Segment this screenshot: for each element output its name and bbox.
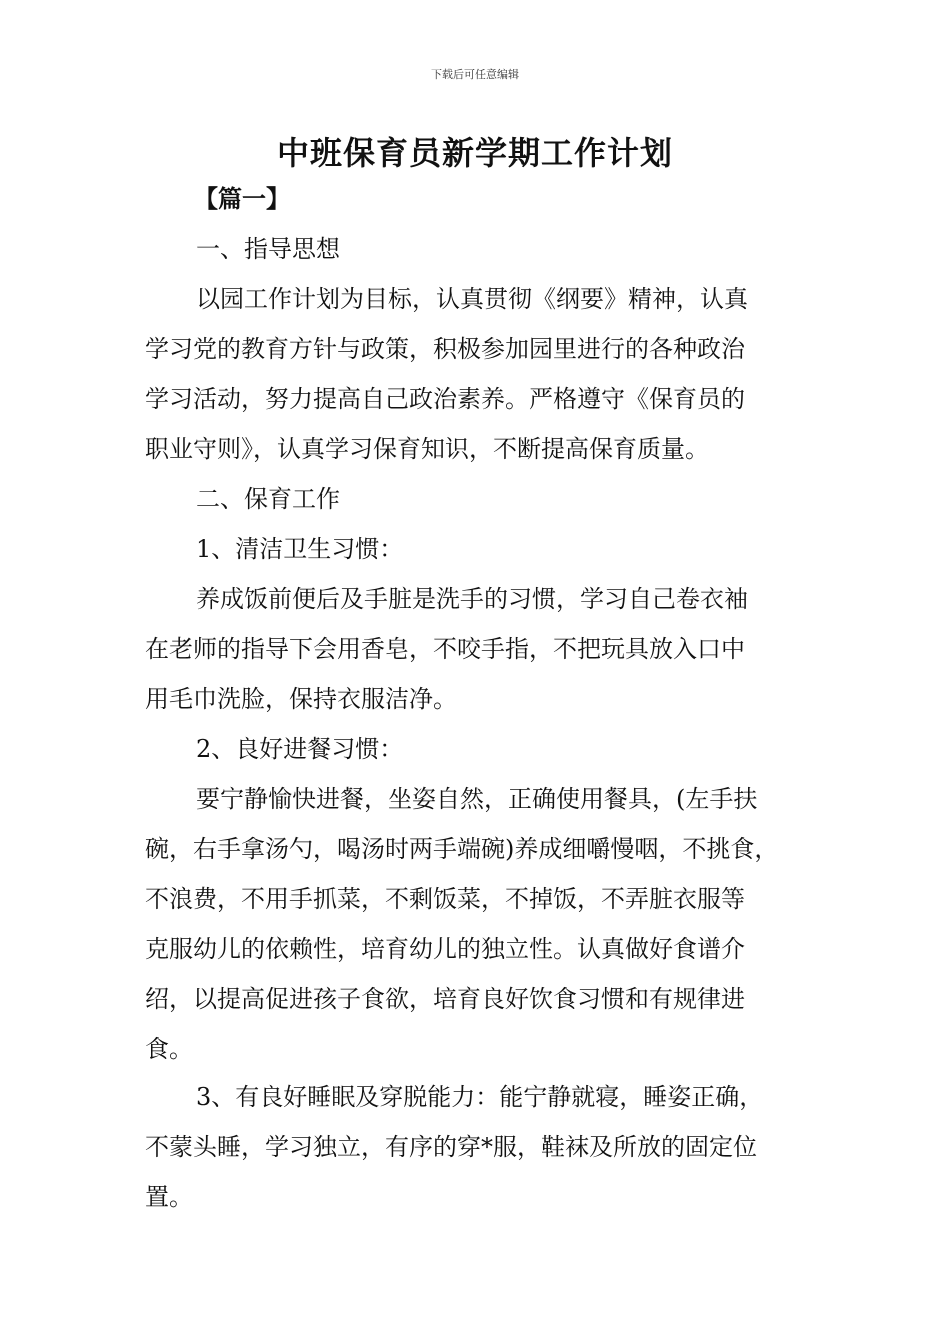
paragraph-line: 学习党的教育方针与政策，积极参加园里进行的各种政治 (145, 335, 745, 363)
page-header: 下载后可任意编辑 (431, 68, 519, 81)
paragraph-line: 克服幼儿的依赖性，培育幼儿的独立性。认真做好食谱介 (145, 935, 745, 963)
document-title: 中班保育员新学期工作计划 (276, 134, 673, 172)
paragraph-line: 碗，右手拿汤勺，喝汤时两手端碗)养成细嚼慢咽，不挑食， (145, 835, 779, 863)
paragraph-line: 不蒙头睡，学习独立，有序的穿*服，鞋袜及所放的固定位 (145, 1133, 757, 1161)
subheading-eating: 2、良好进餐习惯： (196, 735, 404, 763)
paragraph-line: 用毛巾洗脸，保持衣服洁净。 (145, 685, 457, 713)
paragraph-line: 要宁静愉快进餐，坐姿自然，正确使用餐具，(左手扶 (196, 785, 758, 813)
heading-care-work: 二、保育工作 (196, 485, 340, 513)
heading-guiding-ideology: 一、指导思想 (196, 235, 340, 263)
paragraph-line: 不浪费，不用手抓菜，不剩饭菜，不掉饭，不弄脏衣服等 (145, 885, 745, 913)
paragraph-line: 养成饭前便后及手脏是洗手的习惯，学习自己卷衣袖 (196, 585, 748, 613)
paragraph-line: 学习活动，努力提高自己政治素养。严格遵守《保育员的 (145, 385, 745, 413)
paragraph-line: 绍，以提高促进孩子食欲，培育良好饮食习惯和有规律进 (145, 985, 745, 1013)
paragraph-line: 职业守则》，认真学习保育知识，不断提高保育质量。 (145, 435, 709, 463)
paragraph-line: 食。 (145, 1035, 193, 1063)
paragraph-line: 置。 (145, 1183, 193, 1211)
paragraph-line: 在老师的指导下会用香皂，不咬手指，不把玩具放入口中 (145, 635, 745, 663)
subheading-hygiene: 1、清洁卫生习惯： (196, 535, 404, 563)
subheading-sleep: 3、有良好睡眠及穿脱能力：能宁静就寝，睡姿正确， (196, 1083, 764, 1111)
section-label: 【篇一】 (194, 184, 290, 213)
paragraph-line: 以园工作计划为目标，认真贯彻《纲要》精神，认真 (196, 285, 748, 313)
